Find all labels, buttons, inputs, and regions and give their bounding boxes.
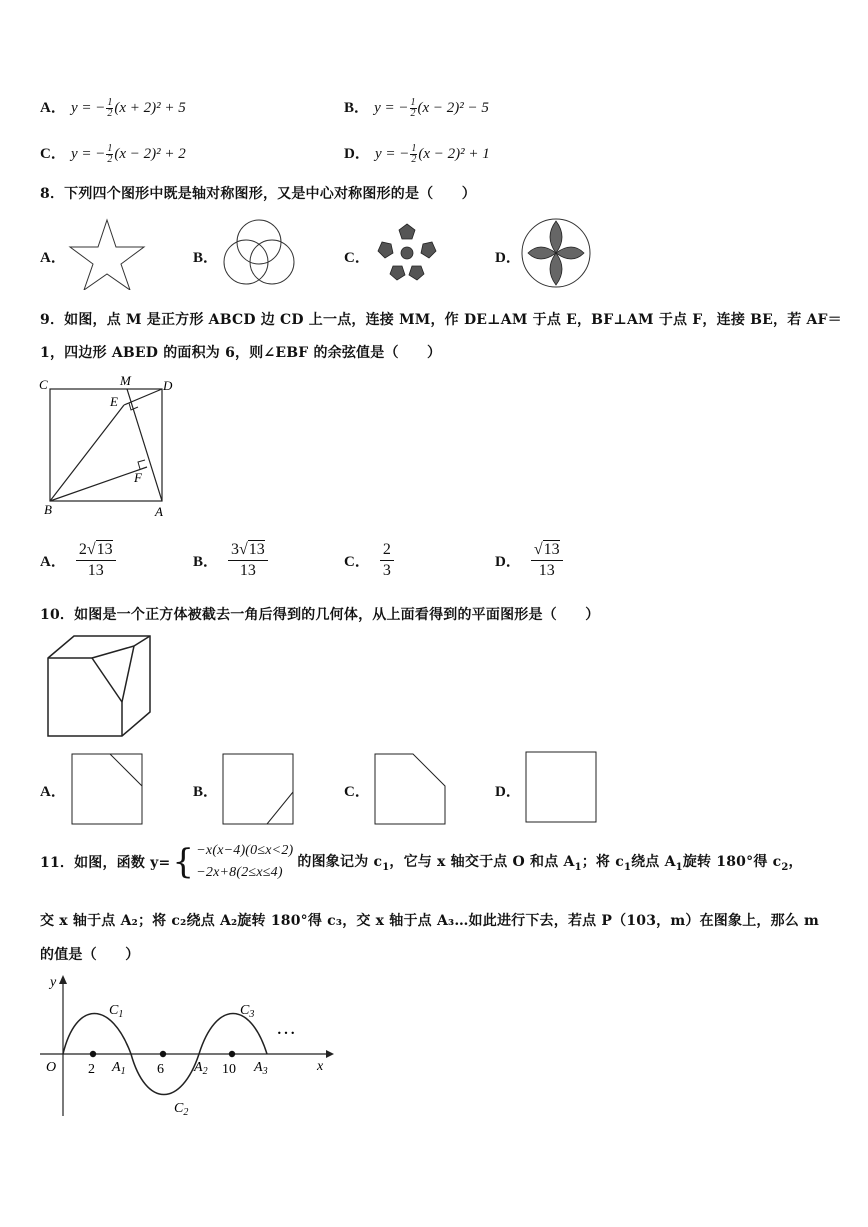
q11-question-line3: 的值是（ ）	[40, 947, 140, 963]
option-letter: D．	[344, 146, 370, 162]
q9-option-d[interactable]	[495, 540, 563, 581]
tick-2: 2	[88, 1062, 95, 1077]
q7-option-a[interactable]	[40, 96, 186, 119]
tick-6: 6	[157, 1062, 164, 1077]
q7-option-b[interactable]	[344, 96, 489, 119]
top-view-a	[70, 752, 144, 826]
tick-10: 10	[222, 1062, 236, 1077]
q11-question-line2: 交 x 轴于点 A₂；将 c₂绕点 A₂旋转 180°得 c₃，交 x 轴于点 A₃…如此进行下去，若点 P（103，m）在图象上，那么 m	[40, 913, 820, 929]
q9-question-line2: 1，四边形 ABED 的面积为 6，则∠EBF 的余弦值是（ ）	[40, 345, 442, 361]
star-figure	[66, 214, 148, 290]
q10-question: 10．如图是一个正方体被截去一角后得到的几何体，从上面看得到的平面图形是（ ）	[40, 607, 600, 623]
option-letter: B．	[344, 100, 370, 116]
continuation-dots: …	[276, 1017, 296, 1039]
square-diagram	[36, 372, 176, 520]
label-c1: $C_1$	[109, 1003, 124, 1020]
label-c3: $C_3$	[240, 1003, 255, 1020]
top-view-c	[373, 752, 447, 826]
q10-option-c-letter[interactable]: C．	[344, 784, 370, 800]
option-letter: D．	[495, 554, 521, 570]
option-value: √13 13	[531, 540, 563, 581]
option-letter: B．	[193, 554, 219, 570]
option-formula: y = − $\frac{1}{2}$ (x + 2)² + 5	[70, 97, 186, 120]
q7-option-d[interactable]	[344, 142, 490, 165]
label-f: F	[134, 470, 142, 485]
label-a2: $A_2$	[194, 1060, 208, 1077]
q8-option-c-letter[interactable]: C．	[344, 250, 370, 266]
q8-option-a-letter[interactable]: A．	[40, 250, 66, 266]
label-e: E	[110, 394, 118, 409]
label-c2: $C_2$	[174, 1101, 189, 1118]
q8-question: 8．下列四个图形中既是轴对称图形，又是中心对称图形的是（ ）	[40, 186, 476, 202]
function-graph	[36, 970, 336, 1120]
option-value: 3√13 13	[228, 540, 268, 581]
label-c: C	[39, 377, 48, 392]
option-formula: y = − $\frac{1}{2}$ (x − 2)² + 2	[70, 143, 186, 166]
top-view-b	[221, 752, 295, 826]
option-formula: y = − $\frac{1}{2}$ (x − 2)² + 1	[374, 143, 490, 166]
q10-option-b-letter[interactable]: B．	[193, 784, 219, 800]
q8-option-d-letter[interactable]: D．	[495, 250, 521, 266]
three-circles-figure	[216, 214, 302, 290]
q10-option-a-letter[interactable]: A．	[40, 784, 66, 800]
option-letter: C．	[40, 146, 66, 162]
label-b: B	[44, 502, 52, 517]
option-formula: y = − $\frac{1}{2}$ (x − 2)² − 5	[374, 97, 489, 120]
pentagon-figure	[372, 218, 442, 288]
cut-cube-figure	[44, 632, 154, 742]
q9-question-line1: 9．如图，点 M 是正方形 ABCD 边 CD 上一点，连接 MM，作 DE⊥AM 于点 E，BF⊥AM 于点 F，连接 BE，若 AF＝	[40, 312, 842, 328]
label-a1: $A_1$	[112, 1060, 126, 1077]
option-value: 2 3	[380, 540, 394, 581]
option-letter: A．	[40, 100, 66, 116]
label-a3: $A_3$	[254, 1060, 268, 1077]
origin-label: O	[46, 1060, 57, 1075]
q9-option-c[interactable]	[344, 540, 394, 581]
axis-x-label: x	[317, 1059, 324, 1074]
q7-option-c[interactable]	[40, 142, 186, 165]
q8-option-b-letter[interactable]: B．	[193, 250, 219, 266]
label-m: M	[120, 373, 131, 388]
flower-circle-figure	[518, 216, 594, 290]
q9-option-a[interactable]	[40, 540, 116, 581]
option-letter: A．	[40, 554, 66, 570]
q9-option-b[interactable]	[193, 540, 268, 581]
piecewise-function: −x(x−4)(0≤x<2) −2x+8(2≤x≤4)	[196, 843, 294, 880]
q11-question-line1: 11．如图，函数 y= { −x(x−4)(0≤x<2) −2x+8(2≤x≤4) 的图象记为 $c_1$，它与 x 轴交于点 O 和点 $A_1$；将 $c_1$绕点 $A_1$旋转 180°得 $c_2$，	[40, 842, 803, 882]
label-d: D	[163, 378, 173, 393]
q10-option-d-letter[interactable]: D．	[495, 784, 521, 800]
option-value: 2√13 13	[76, 540, 116, 581]
option-letter: C．	[344, 554, 370, 570]
label-a: A	[155, 504, 163, 519]
top-view-d	[524, 750, 598, 824]
axis-y-label: y	[50, 975, 57, 990]
